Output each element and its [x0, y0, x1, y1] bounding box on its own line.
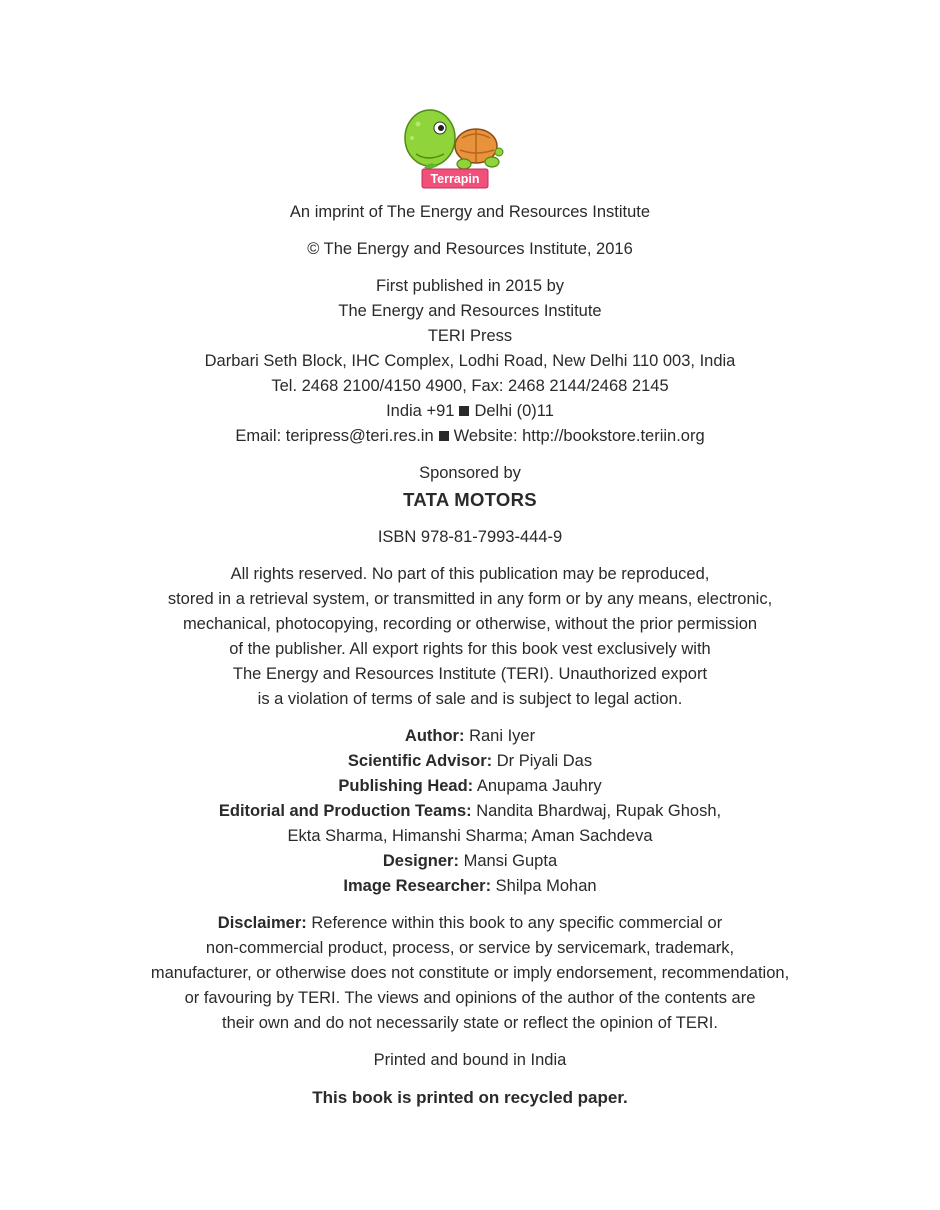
- first-published: First published in 2015 by: [375, 277, 565, 295]
- disclaimer-block: [0, 911, 940, 1036]
- recycled-paper-note: This book is printed on recycled paper.: [312, 1088, 628, 1107]
- credit-value: Anupama Jauhry: [473, 777, 602, 795]
- rights-line: is a violation of terms of sale and is subject to legal action.: [257, 690, 683, 708]
- sponsor-name: TATA MOTORS: [403, 489, 537, 510]
- square-bullet-icon: [439, 431, 449, 441]
- credit-label: Publishing Head:: [338, 777, 474, 795]
- rights-block: [0, 562, 940, 712]
- rights-line: All rights reserved. No part of this publication may be reproduced,: [230, 565, 710, 583]
- publisher-website: Website: http://bookstore.teriin.org: [453, 427, 705, 445]
- rights-line: stored in a retrieval system, or transmitted in any form or by any means, electronic,: [167, 590, 773, 608]
- credit-value: Nandita Bhardwaj, Rupak Ghosh,: [471, 802, 722, 820]
- terrapin-logo: [400, 104, 508, 192]
- publisher-email: Email: teripress@teri.res.in: [235, 427, 434, 445]
- city-code: Delhi (0)11: [474, 402, 554, 420]
- printed-line: Printed and bound in India: [373, 1051, 567, 1069]
- sponsor-block: [0, 461, 940, 513]
- publisher-name: The Energy and Resources Institute: [338, 302, 602, 320]
- disclaimer-line: non-commercial product, process, or service by servicemark, trademark,: [205, 939, 735, 957]
- credit-label: Scientific Advisor:: [347, 752, 493, 770]
- sponsor-label: Sponsored by: [419, 464, 521, 482]
- publisher-tel: Tel. 2468 2100/4150 4900, Fax: 2468 2144/2468 2145: [271, 377, 669, 395]
- credit-label: Designer:: [382, 852, 459, 870]
- credit-editorial-cont: [0, 824, 940, 849]
- country-code: India +91: [386, 402, 455, 420]
- logo-label: Terrapin: [430, 172, 480, 186]
- rights-line: of the publisher. All export rights for this book vest exclusively with: [229, 640, 711, 658]
- credit-label: Editorial and Production Teams:: [218, 802, 472, 820]
- disclaimer-text: Reference within this book to any specific commercial or: [306, 914, 723, 932]
- credit-author: [0, 724, 940, 749]
- credit-value: Shilpa Mohan: [491, 877, 597, 895]
- credit-advisor: [0, 749, 940, 774]
- publisher-block: [0, 274, 940, 449]
- disclaimer-line: or favouring by TERI. The views and opinions of the author of the contents are: [184, 989, 756, 1007]
- credit-image-researcher: [0, 874, 940, 899]
- square-bullet-icon: [459, 406, 469, 416]
- credit-label: Image Researcher:: [343, 877, 492, 895]
- credit-value: Rani Iyer: [464, 727, 536, 745]
- contact-line: [0, 424, 940, 449]
- copyright-line: © The Energy and Resources Institute, 2016: [307, 240, 633, 258]
- disclaimer-first-line: [0, 911, 940, 936]
- credit-editorial: [0, 799, 940, 824]
- credits-block: [0, 724, 940, 899]
- credit-value: Mansi Gupta: [458, 852, 558, 870]
- credit-publishing-head: [0, 774, 940, 799]
- disclaimer-line: their own and do not necessarily state or reflect the opinion of TERI.: [222, 1014, 718, 1032]
- press-name: TERI Press: [427, 327, 513, 345]
- credit-label: Author:: [404, 727, 465, 745]
- rights-line: mechanical, photocopying, recording or otherwise, without the prior permission: [182, 615, 758, 633]
- disclaimer-line: manufacturer, or otherwise does not constitute or imply endorsement, recommendation,: [150, 964, 790, 982]
- publisher-address: Darbari Seth Block, IHC Complex, Lodhi Road, New Delhi 110 003, India: [204, 352, 736, 370]
- imprint-line: An imprint of The Energy and Resources Institute: [289, 203, 651, 221]
- credit-value: Dr Piyali Das: [492, 752, 593, 770]
- rights-line: The Energy and Resources Institute (TERI). Unauthorized export: [232, 665, 708, 683]
- content: [0, 200, 940, 1110]
- credit-designer: [0, 849, 940, 874]
- disclaimer-label: Disclaimer:: [217, 914, 307, 932]
- turtle-icon: [400, 104, 508, 192]
- isbn: ISBN 978-81-7993-444-9: [377, 528, 563, 546]
- credit-value: Ekta Sharma, Himanshi Sharma; Aman Sachdeva: [287, 827, 653, 845]
- dial-codes: [0, 399, 940, 424]
